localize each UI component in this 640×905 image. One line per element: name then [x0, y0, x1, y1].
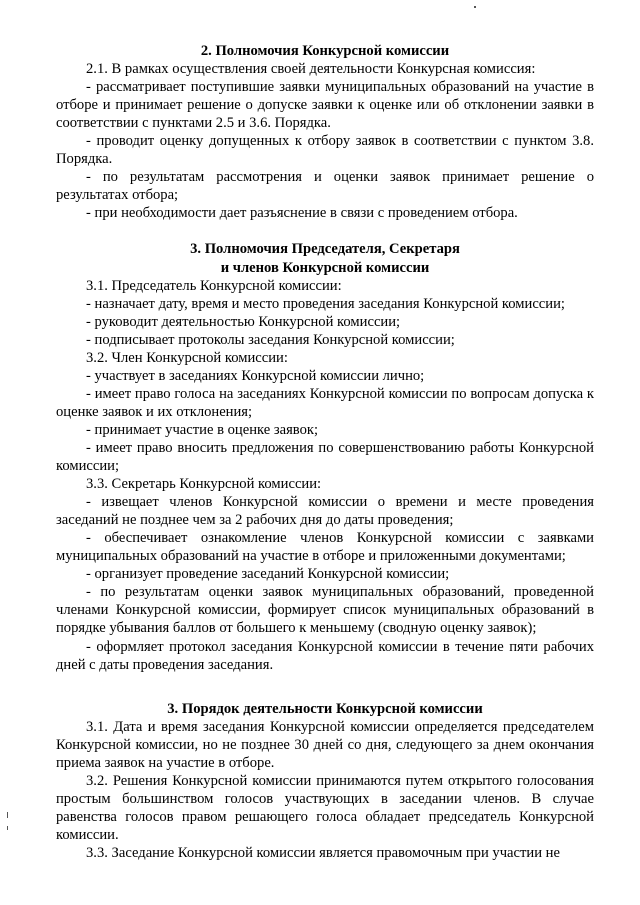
clause-3-1-a: - назначает дату, время и место проведения заседания Конкурсной комиссии; — [86, 295, 565, 312]
section-2-title: 2. Полномочия Конкурсной комиссии — [200, 43, 450, 59]
clause-3-3-e: - оформляет протокол заседания Конкурсной комиссии в течение пяти рабочих дней с даты проведения заседания. — [56, 638, 594, 673]
clause-3-1-c: - подписывает протоколы заседания Конкурсной комиссии; — [86, 331, 455, 348]
clause-2-1-c: - по результатам рассмотрения и оценки заявок принимает решение о результатах отбора; — [56, 169, 594, 204]
clause-2-1: 2.1. В рамках осуществления своей деятельности Конкурсная комиссия: — [86, 61, 536, 78]
clause-3-3-b: - обеспечивает ознакомление членов Конкурсной комиссии с заявками муниципальных образований на участие в отборе и приложенными документами; — [56, 530, 594, 565]
clause-procedure-3-2: 3.2. Решения Конкурсной комиссии принимаются путем открытого голосования простым большинством голосов участвующих в заседании членов. В случае равенства голосов правом решающего голоса обладает председатель Конкурсной комиссии. — [56, 772, 594, 843]
section-3-body — [56, 277, 594, 674]
clause-2-1-a: - рассматривает поступившие заявки муниципальных образований на участие в отборе и принимает решение о допуске заявки к оценке или об отклонении заявки в соответствии с пунктами 2.5 и 3.6. Порядка. — [56, 79, 594, 132]
clause-2-1-d: - при необходимости дает разъяснение в связи с проведением отбора. — [86, 205, 518, 222]
section-gap — [56, 222, 594, 240]
scan-speck — [474, 6, 476, 8]
clause-3-2-a: - участвует в заседаниях Конкурсной комиссии лично; — [86, 367, 425, 384]
scan-speck — [7, 812, 8, 818]
section-2-body — [56, 60, 594, 222]
clause-3-2-b: - имеет право голоса на заседаниях Конкурсной комиссии по вопросам допуска к оценке заявок и их отклонения; — [56, 385, 594, 420]
clause-3-2-d: - имеет право вносить предложения по совершенствованию работы Конкурсной комиссии; — [56, 439, 594, 475]
clause-procedure-3-1: 3.1. Дата и время заседания Конкурсной комиссии определяется председателем Конкурсной комиссии, но не позднее 30 дней со дня, следующего за днем окончания приема заявок на участие в отборе. — [56, 718, 594, 771]
clause-2-1-b: - проводит оценку допущенных к отбору заявок в соответствии с пунктом 3.8. Порядка. — [56, 133, 594, 168]
clause-procedure-3-3: 3.3. Заседание Конкурсной комиссии является правомочным при участии не — [86, 844, 560, 861]
clause-3-3-a: - извещает членов Конкурсной комиссии о времени и месте проведения заседаний не позднее чем за 2 рабочих дня до даты проведения; — [56, 494, 594, 529]
clause-3-2-c: - принимает участие в оценке заявок; — [86, 421, 319, 438]
clause-3-2: 3.2. Член Конкурсной комиссии: — [86, 349, 288, 366]
section-procedure-title: 3. Порядок деятельности Конкурсной комиссии — [167, 700, 483, 717]
clause-3-1: 3.1. Председатель Конкурсной комиссии: — [86, 277, 342, 294]
section-3-title-line-1: 3. Полномочия Председателя, Секретаря — [190, 241, 460, 258]
clause-3-3-c: - организует проведение заседаний Конкурсной комиссии; — [86, 566, 450, 583]
clause-3-3-d: - по результатам оценки заявок муниципальных образований, проведенной членами Конкурсной комиссии, формирует список муниципальных образований в порядке убывания баллов от большего к меньшему (сводную оценку заявок); — [56, 584, 594, 637]
document-body — [56, 42, 594, 862]
section-gap — [56, 674, 594, 700]
scan-speck — [7, 826, 8, 830]
clause-3-1-b: - руководит деятельностью Конкурсной комиссии; — [86, 313, 401, 330]
clause-3-3: 3.3. Секретарь Конкурсной комиссии: — [86, 476, 322, 493]
section-3-title-line-2: и членов Конкурсной комиссии — [220, 259, 430, 276]
section-procedure-body — [56, 718, 594, 862]
